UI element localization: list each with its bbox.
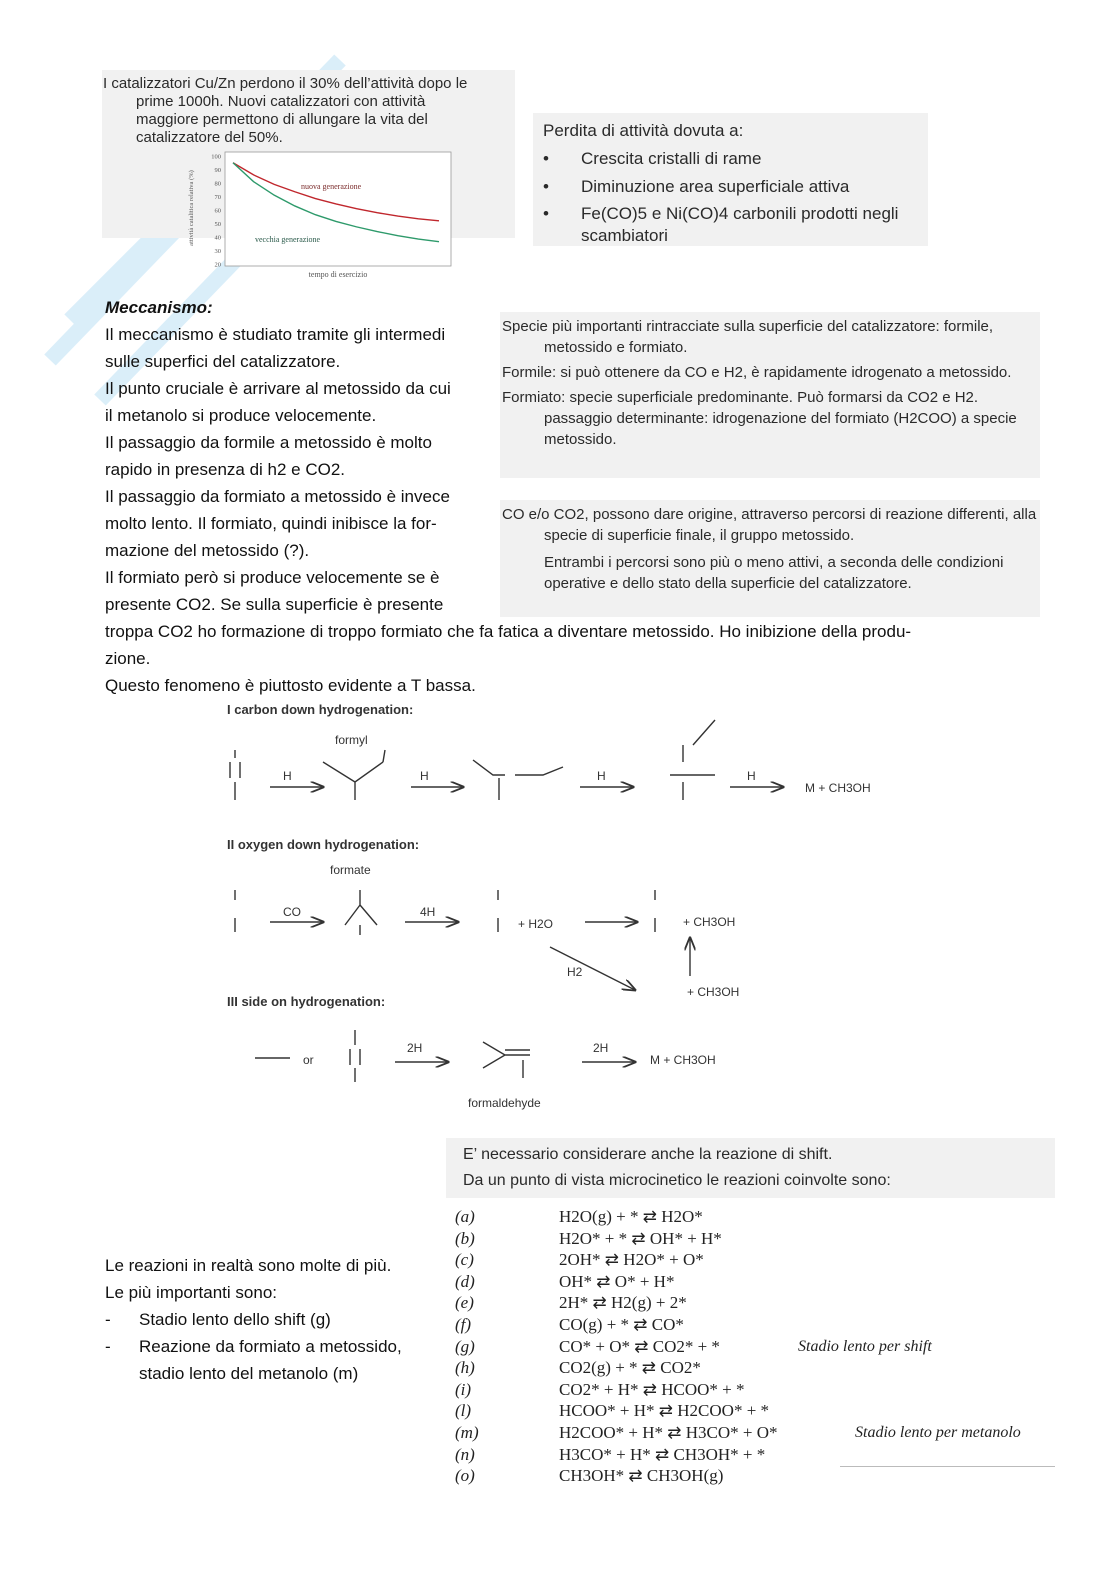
reaction-equation: CO(g) + * ⇄ CO* <box>559 1314 684 1334</box>
reaction-row <box>455 1292 1075 1314</box>
formyl-label: formyl <box>335 733 368 747</box>
reaction-row <box>455 1314 1075 1336</box>
chart-ytick-label: 90 <box>214 167 221 174</box>
arrow-label: H <box>283 769 292 783</box>
reaction-row <box>455 1444 1075 1466</box>
shift-note-item: - Stadio lento dello shift (g) <box>105 1310 331 1329</box>
reaction-label: (e) <box>455 1293 474 1313</box>
chart-ytick-label: 100 <box>211 153 221 161</box>
divider <box>840 1466 1055 1467</box>
mechanism-text: Meccanismo: Il meccanismo è studiato tramite gli intermedi sulle superfici del catalizzatore. Il punto cruciale è arrivare al metossido da cui il metanolo si produce velocemente. Il passaggio da formile a metossido è molto rapido in presenza di h2 e CO2. Il passaggio da formiato a metossido è invece molto lento. Il formiato, quindi inibisce la for- mazione del metossido (?). Il formiato però si produce velocemente se è presente CO2. Se sulla superficie è presente troppa CO2 ho formazione di troppo formiato che fa fatica a diventare metossido. Ho inibizione della produ- zione. Questo fenomeno è piuttosto evidente a T bassa. <box>105 294 1015 699</box>
activity-loss-item: • Fe(CO)5 e Ni(CO)4 carbonili prodotti negli scambiatori <box>543 203 923 247</box>
arrow-label: H <box>420 769 429 783</box>
activity-loss-text <box>543 119 923 247</box>
shift-notes: Le reazioni in realtà sono molte di più. Le più importanti sono: - Stadio lento dello shift (g) - Reazione da formiato a metossido, stadio lento del metanolo (m) <box>105 1252 435 1387</box>
intro-text: I catalizzatori Cu/Zn perdono il 30% dell’attività dopo le prime 1000h. Nuovi catalizzatori con attività maggiore permettono di allungare la vita del catalizzatore del 50%. <box>103 75 468 146</box>
reaction-equation: H3CO* + H* ⇄ CH3OH* + * <box>559 1444 766 1464</box>
activity-loss-item: • Diminuzione area superficiale attiva <box>543 175 923 199</box>
reaction-label: (l) <box>455 1401 472 1421</box>
reaction-row <box>455 1271 1075 1293</box>
chart-ytick-label: 30 <box>214 248 221 255</box>
reaction-list <box>455 1206 1075 1487</box>
arrow-label: H <box>747 769 756 783</box>
reaction-label: (m) <box>455 1422 479 1442</box>
reaction-equation: H2COO* + H* ⇄ H3CO* + O* <box>559 1422 778 1442</box>
reaction-equation: H2O* + * ⇄ OH* + H* <box>559 1228 722 1248</box>
reaction-equation: CO* + O* ⇄ CO2* + * <box>559 1336 720 1356</box>
plus-h2o-label: + H2O <box>518 917 554 931</box>
activity-chart <box>183 150 455 280</box>
formate-label: formate <box>330 863 371 877</box>
reaction-row <box>455 1379 1075 1401</box>
chart-ytick-label: 50 <box>214 221 221 228</box>
product-label: M + CH3OH <box>805 781 871 795</box>
arrow-label: H2 <box>567 965 583 979</box>
reaction-label: (d) <box>455 1271 475 1291</box>
arrow-label: 2H <box>407 1041 423 1055</box>
chart-ytick-label: 80 <box>214 180 221 188</box>
reaction-label: (o) <box>455 1466 475 1486</box>
chart-ytick-label: 20 <box>214 261 221 269</box>
product-label: M + CH3OH <box>650 1053 716 1067</box>
reaction-label: (c) <box>455 1250 474 1270</box>
scheme-title-oxygen-down: II oxygen down hydrogenation: <box>227 837 420 852</box>
reaction-row <box>455 1400 1075 1422</box>
arrow-label: 2H <box>593 1041 609 1055</box>
activity-loss-title: Perdita di attività dovuta a: <box>543 121 744 140</box>
reaction-note: Stadio lento per shift <box>798 1337 932 1355</box>
mechanism-heading: Meccanismo: <box>105 298 213 317</box>
reaction-row <box>455 1249 1075 1271</box>
reaction-label: (f) <box>455 1314 472 1334</box>
reaction-row <box>455 1422 1075 1444</box>
reaction-row <box>455 1228 1075 1250</box>
chart-plot-area <box>225 152 451 266</box>
shift-note-item: - Reazione da formiato a metossido, stadio lento del metanolo (m) <box>105 1337 402 1383</box>
chart-legend-new: nuova generazione <box>301 182 362 191</box>
reaction-equation: 2H* ⇄ H2(g) + 2* <box>559 1293 687 1313</box>
arrow-label: 4H <box>420 905 436 919</box>
arrow-label: H <box>597 769 606 783</box>
chart-ytick-label: 70 <box>214 194 221 201</box>
pathways-text: CO e/o CO2, possono dare origine, attraverso percorsi di reazione differenti, alla specie di superficie finale, il gruppo metossido. Entrambi i percorsi sono più o meno attivi, a seconda delle condizioni operative e dello stato della superficie del catalizzatore. <box>502 506 1037 592</box>
reaction-label: (b) <box>455 1228 475 1248</box>
arrow-label: CO <box>283 905 301 919</box>
reaction-equation: CO2(g) + * ⇄ CO2* <box>559 1358 701 1378</box>
reaction-row <box>455 1336 1075 1358</box>
plus-ch3oh-label: + CH3OH <box>683 915 736 929</box>
species-text: Specie più importanti rintracciate sulla superficie del catalizzatore: formile, metossido e formiato. Formile: si può ottenere da CO e H2, è rapidamente idrogenato a metossido. Formiato: specie superficiale predominante. Può formarsi da CO2 e H2. passaggio determinante: idrogenazione del formiato (H2COO) a specie metossido. <box>502 318 1017 448</box>
reaction-equation: H2O(g) + * ⇄ H2O* <box>559 1207 703 1226</box>
reaction-label: (a) <box>455 1207 475 1226</box>
shift-box-text: E’ necessario considerare anche la reazione di shift. Da un punto di vista microcinetico le reazioni coinvolte sono: <box>463 1146 891 1189</box>
mechanism-scheme <box>215 700 915 1115</box>
or-label: or <box>303 1053 314 1067</box>
reaction-row <box>455 1357 1075 1379</box>
chart-xlabel: tempo di esercizio <box>308 270 368 279</box>
reaction-label: (g) <box>455 1336 475 1356</box>
reaction-equation: OH* ⇄ O* + H* <box>559 1271 675 1291</box>
chart-ytick-label: 60 <box>214 207 221 215</box>
reaction-row <box>455 1465 1075 1487</box>
chart-ytick-label: 40 <box>214 234 221 242</box>
reaction-equation: HCOO* + H* ⇄ H2COO* + * <box>559 1401 770 1421</box>
reaction-label: (h) <box>455 1358 475 1378</box>
activity-loss-item: • Crescita cristalli di rame <box>543 147 923 171</box>
chart-legend-old: vecchia generazione <box>255 235 321 244</box>
reaction-equation: CH3OH* ⇄ CH3OH(g) <box>559 1466 724 1486</box>
scheme-title-carbon-down: I carbon down hydrogenation: <box>227 702 414 717</box>
chart-ylabel: attività catalitica relativa (%) <box>188 170 195 246</box>
formaldehyde-label: formaldehyde <box>468 1096 541 1110</box>
plus-ch3oh-label: + CH3OH <box>687 985 740 999</box>
reaction-equation: 2OH* ⇄ H2O* + O* <box>559 1250 704 1270</box>
reaction-label: (n) <box>455 1444 475 1464</box>
reaction-label: (i) <box>455 1379 472 1399</box>
scheme-title-side-on: III side on hydrogenation: <box>227 994 386 1009</box>
reaction-row <box>455 1206 1075 1228</box>
reaction-note: Stadio lento per metanolo <box>855 1423 1021 1441</box>
reaction-equation: CO2* + H* ⇄ HCOO* + * <box>559 1379 745 1399</box>
